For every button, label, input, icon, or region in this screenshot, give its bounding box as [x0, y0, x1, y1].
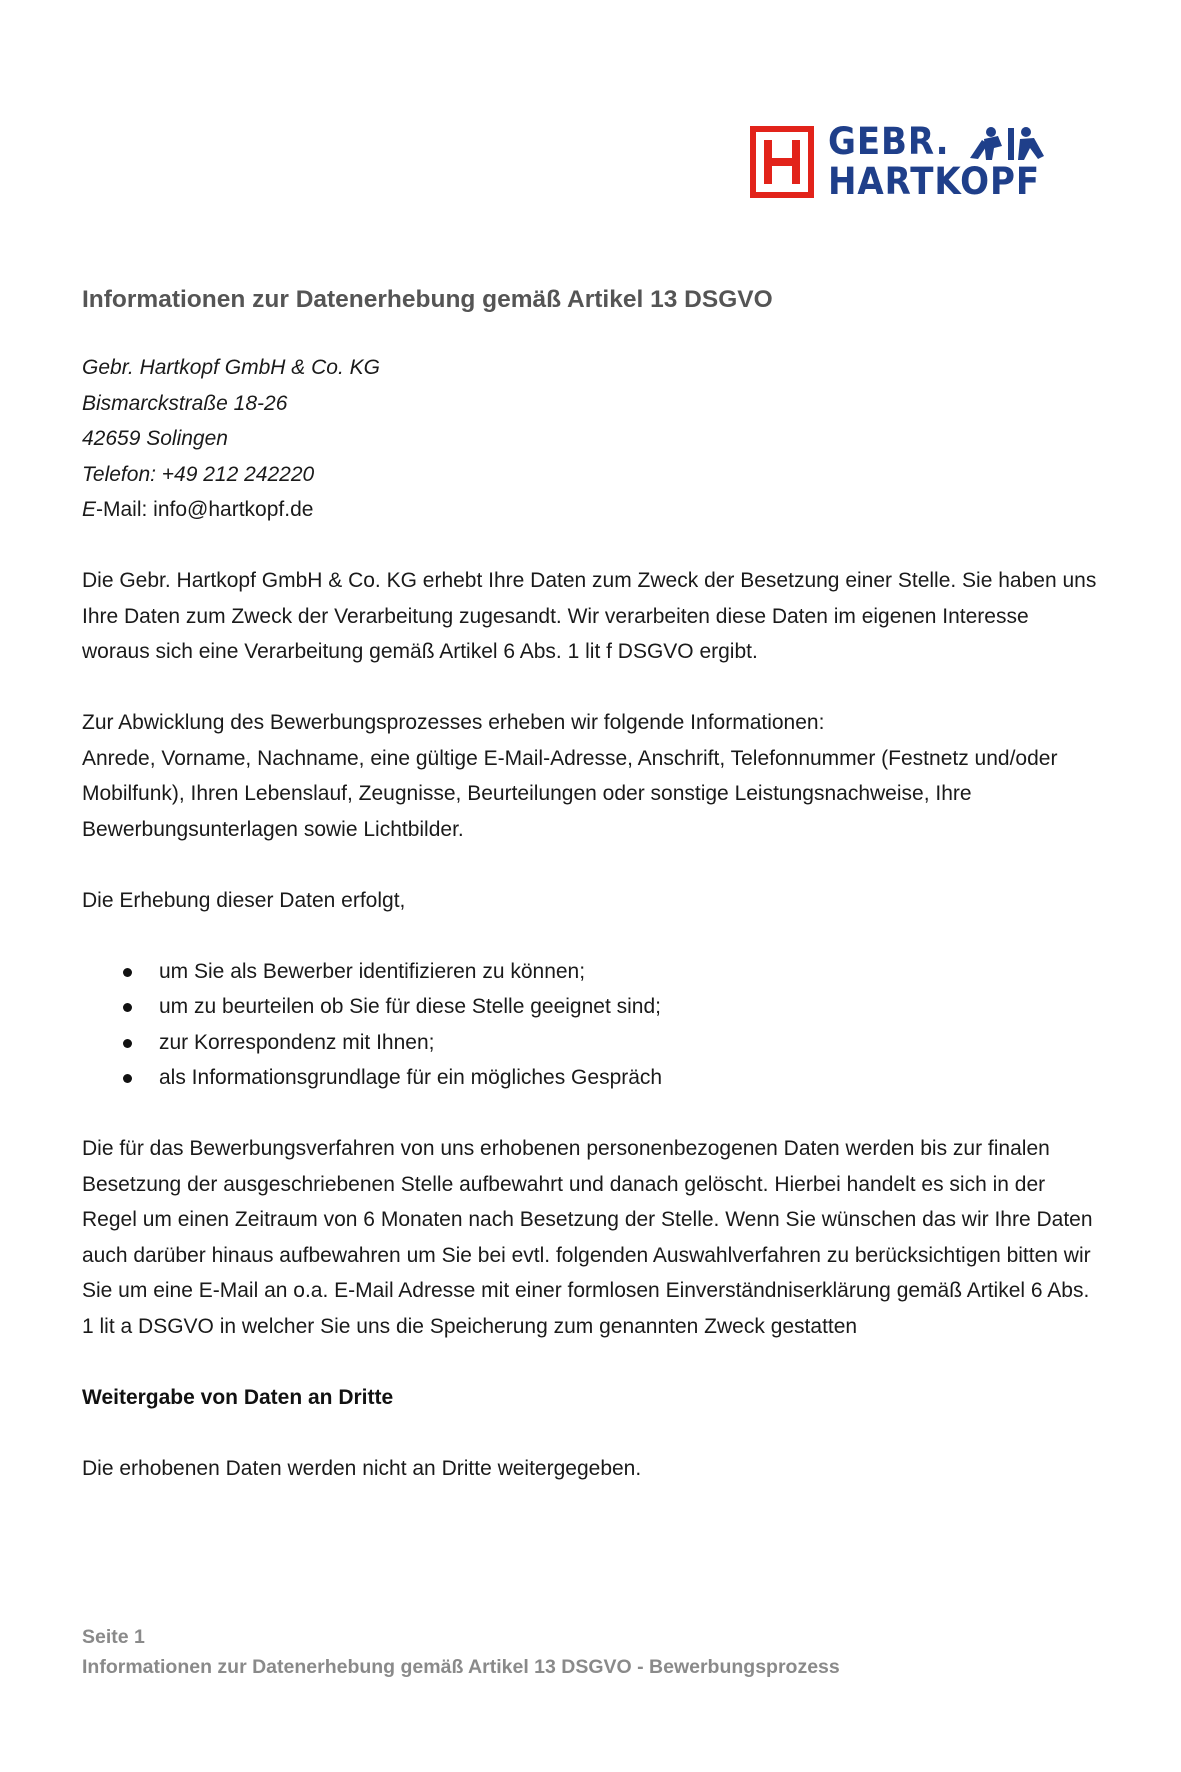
section-heading-third-parties: Weitergabe von Daten an Dritte [82, 1385, 394, 1409]
company-logo [750, 122, 1058, 202]
page-footer [82, 1622, 840, 1682]
address-email-prefix: E [82, 498, 97, 521]
address-email-rest: -Mail: info@hartkopf.de [96, 498, 314, 521]
bullet-icon [123, 968, 132, 977]
collection-reasons-list [82, 954, 1102, 1096]
logo-figures-icon [964, 126, 1054, 160]
company-address [82, 350, 1102, 528]
paragraph-third-parties: Die erhobenen Daten werden nicht an Dritte weitergegeben. [82, 1456, 642, 1480]
list-item [82, 1025, 1102, 1061]
paragraph-retention: Die für das Bewerbungsverfahren von uns erhobenen personenbezogenen Daten werden bis zur finalen Besetzung der ausgeschriebenen Stelle aufbewahrt und danach gelöscht. Hierbei handelt es sich in der Regel um einen Zeitraum von 6 Monaten nach Besetzung der Stelle. Wenn Sie wünschen das wir Ihre Daten auch darüber hinaus aufbewahren um Sie bei evtl. folgenden Auswahlverfahren zu berücksichtigen bitten wir Sie um eine E-Mail an o.a. E-Mail Adresse mit einer formlosen Einverständniserklärung gemäß Artikel 6 Abs. 1 lit a DSGVO in welcher Sie uns die Speicherung zum genannten Zweck gestatten [82, 1137, 1093, 1338]
bullet-icon [123, 1003, 132, 1012]
page-title: Informationen zur Datenerhebung gemäß Artikel 13 DSGVO [82, 286, 773, 313]
logo-wordmark [828, 122, 1058, 202]
paragraph-purpose: Die Gebr. Hartkopf GmbH & Co. KG erhebt Ihre Daten zum Zweck der Besetzung einer Stelle. Sie haben uns Ihre Daten zum Zweck der Verarbeitung zugesandt. Wir verarbeiten diese Daten im eigenen Interesse woraus sich eine Verarbeitung gemäß Artikel 6 Abs. 1 lit f DSGVO ergibt. [82, 569, 1097, 663]
address-city: 42659 Solingen [82, 427, 228, 450]
list-item-text: als Informationsgrundlage für ein mögliches Gespräch [159, 1066, 663, 1089]
list-item-text: um zu beurteilen ob Sie für diese Stelle geeignet sind; [159, 995, 661, 1018]
collected-data-list: Anrede, Vorname, Nachname, eine gültige E-Mail-Adresse, Anschrift, Telefonnummer (Festnetz und/oder Mobilfunk), Ihren Lebenslauf, Zeugnisse, Beurteilungen oder sonstige Leistungsnachweise, Ihre Bewerbungsunterlagen sowie Lichtbilder. [82, 746, 1058, 841]
address-email [82, 492, 1102, 528]
list-item [82, 1060, 1102, 1096]
list-item-text: um Sie als Bewerber identifizieren zu können; [159, 959, 586, 983]
paragraph-collection-reasons-intro: Die Erhebung dieser Daten erfolgt, [82, 888, 406, 912]
paragraph-collected-data [82, 705, 1102, 847]
bullet-icon [123, 1039, 132, 1048]
list-item [82, 989, 1102, 1025]
collected-data-intro: Zur Abwicklung des Bewerbungsprozesses erheben wir folgende Informationen: [82, 711, 825, 734]
footer-page-number: Seite 1 [82, 1626, 145, 1648]
list-item-text: zur Korrespondenz mit Ihnen; [159, 1030, 435, 1054]
document-body [82, 282, 1102, 1486]
address-street: Bismarckstraße 18-26 [82, 391, 288, 415]
address-phone: Telefon: +49 212 242220 [82, 462, 315, 486]
hartkopf-h-logo-mark [750, 126, 814, 198]
footer-document-title: Informationen zur Datenerhebung gemäß Artikel 13 DSGVO - Bewerbungsprozess [82, 1656, 840, 1678]
logo-line-2: HARTKOPF [828, 160, 1041, 203]
address-company: Gebr. Hartkopf GmbH & Co. KG [82, 356, 380, 379]
logo-line-1: GEBR. [828, 120, 950, 163]
list-item [82, 954, 1102, 990]
bullet-icon [123, 1074, 132, 1083]
